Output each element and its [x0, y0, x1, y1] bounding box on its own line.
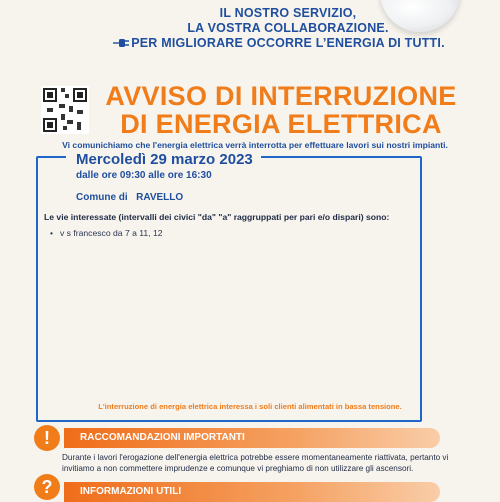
comune-row	[76, 187, 253, 205]
outage-time: dalle ore 09:30 alle ore 16:30	[76, 170, 212, 181]
recommendations-text: Durante i lavori l'erogazione dell'energia elettrica potrebbe essere momentaneamente riattivata, pertanto vi invitiamo a non commettere imprudenze e comunque vi preghiamo di non utilizzare gli ascensori.	[62, 453, 449, 473]
schedule-block	[66, 151, 261, 207]
list-item	[50, 227, 163, 239]
question-icon: ?	[34, 474, 60, 500]
slogan	[108, 6, 468, 51]
recommendations-header: RACCOMANDAZIONI IMPORTANTI	[64, 428, 440, 448]
street-list	[50, 227, 163, 239]
bullet-icon: •	[50, 228, 54, 238]
slogan-line-3: PER MIGLIORARE OCCORRE L’ENERGIA DI TUTTI.	[131, 36, 445, 50]
title-line-2: DI ENERGIA ELETTRICA	[120, 109, 442, 139]
comune-label: Comune di	[76, 192, 128, 203]
qr-code-icon	[41, 86, 89, 134]
title-line-1: AVVISO DI INTERRUZIONE	[105, 81, 457, 111]
slogan-line-1: IL NOSTRO SERVIZIO,	[219, 6, 357, 20]
comune-name: RAVELLO	[136, 192, 184, 203]
street-text: v s francesco da 7 a 11, 12	[60, 228, 163, 238]
intro-text: Vi comunichiamo che l'energia elettrica verrà interrotta per effettuare lavori sui nostri impianti.	[62, 140, 448, 150]
notice-title	[96, 82, 466, 138]
plug-icon	[112, 37, 130, 49]
low-voltage-note: L'interruzione di energia elettrica interessa i soli clienti alimentati in bassa tensione.	[98, 402, 402, 411]
slogan-line-2: LA VOSTRA COLLABORAZIONE.	[187, 21, 389, 35]
exclamation-icon: !	[34, 425, 60, 451]
info-header: INFORMAZIONI UTILI	[64, 482, 440, 502]
streets-heading: Le vie interessate (intervalli dei civici "da" "a" raggruppati per pari e/o dispari) sono:	[44, 212, 390, 222]
outage-date: Mercoledì 29 marzo 2023	[76, 151, 253, 168]
